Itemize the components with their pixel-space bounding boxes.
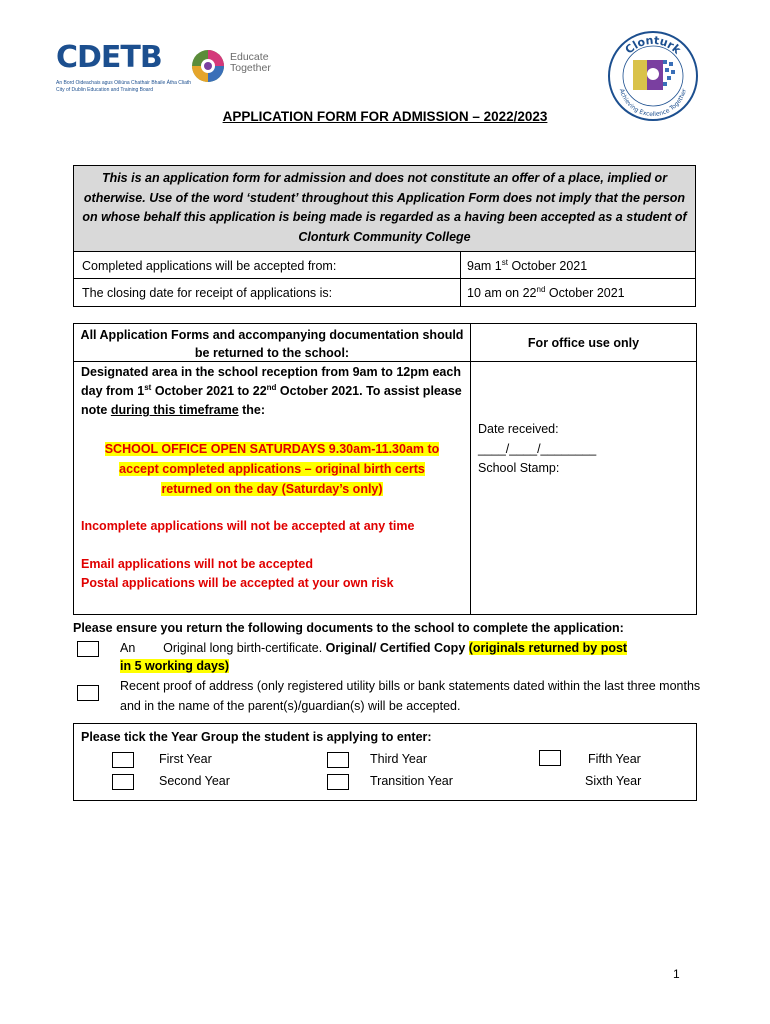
return-header: All Application Forms and accompanying documentation should be returned to the school:: [74, 324, 470, 362]
educate-together-text: Educate Together: [230, 51, 271, 74]
fifth-year-label: Fifth Year: [588, 752, 641, 766]
notice-text: This is an application form for admission and does not constitute an offer of a place, implied or otherwise. Use of the word ‘student’ throughout this Application Form does not imply that the person on whose behalf this application is being made is regarded as a having been accepted as a student of Clonturk Community College: [74, 166, 695, 252]
incomplete-warning: Incomplete applications will not be accepted at any time: [81, 519, 415, 533]
year-group-title: Please tick the Year Group the student is applying to enter:: [81, 730, 432, 744]
closing-label: The closing date for receipt of applications is:: [74, 279, 461, 306]
first-year-label: First Year: [159, 752, 212, 766]
date-received-label: Date received:: [478, 422, 559, 436]
proof-of-address-checkbox[interactable]: [77, 685, 99, 701]
designated-area-text: Designated area in the school reception from 9am to 12pm each day from 1st October 2021 to 22nd October 2021. To assist please note during this timeframe the:: [81, 365, 462, 417]
notice-box: [73, 165, 696, 307]
svg-text:Clonturk: Clonturk: [622, 33, 684, 57]
saturday-notice: SCHOOL OFFICE OPEN SATURDAYS 9.30am-11.30am to accept completed applications – original birth certs returned on the day (Saturday’s only): [104, 442, 440, 496]
cdetb-tagline-irish: An Bord Oideachais agus Oiliúna Chathair Bhaile Átha Cliath: [56, 80, 192, 86]
transition-year-checkbox[interactable]: [327, 774, 349, 790]
postal-warning: Postal applications will be accepted at your own risk: [81, 576, 394, 590]
birth-cert-item: An Original long birth-certificate. Original/ Certified Copy (originals returned by post in 5 working days): [120, 641, 628, 673]
fifth-year-checkbox[interactable]: [539, 750, 561, 766]
accepted-label: Completed applications will be accepted from:: [74, 252, 461, 278]
school-stamp-label: School Stamp:: [478, 461, 560, 475]
first-year-checkbox[interactable]: [112, 752, 134, 768]
page-number: 1: [673, 967, 680, 981]
return-info-column: [74, 324, 471, 614]
accepted-value: 9am 1st October 2021: [467, 257, 588, 273]
email-warning: Email applications will not be accepted: [81, 557, 314, 571]
sixth-year-label: Sixth Year: [585, 774, 642, 788]
third-year-checkbox[interactable]: [327, 752, 349, 768]
documents-title: Please ensure you return the following documents to the school to complete the application:: [73, 621, 624, 635]
office-use-fields: [478, 420, 596, 479]
proof-of-address-item: Recent proof of address (only registered utility bills or bank statements dated within the last three months and in the name of the parent(s)/guardian(s) will be accepted.: [120, 679, 701, 713]
cdetb-logo: CDETB: [56, 40, 162, 75]
year-group-box: [73, 723, 697, 801]
educate-together-logo-icon: [190, 48, 226, 84]
svg-text:Achieving Excellence Together: Achieving Excellence Together: [617, 88, 689, 119]
third-year-label: Third Year: [370, 752, 427, 766]
closing-value: 10 am on 22nd October 2021: [467, 284, 625, 300]
dates-row-accepted: [74, 252, 695, 279]
page-title: APPLICATION FORM FOR ADMISSION – 2022/2023: [222, 109, 548, 124]
return-box: [73, 323, 697, 615]
birth-cert-checkbox[interactable]: [77, 641, 99, 657]
date-received-field[interactable]: ____/____/________: [478, 441, 597, 456]
office-use-header: For office use only: [471, 324, 696, 362]
second-year-label: Second Year: [159, 774, 230, 788]
dates-row-closing: [74, 279, 695, 306]
transition-year-label: Transition Year: [370, 774, 453, 788]
cdetb-tagline-english: City of Dublin Education and Training Board: [56, 87, 154, 93]
second-year-checkbox[interactable]: [112, 774, 134, 790]
